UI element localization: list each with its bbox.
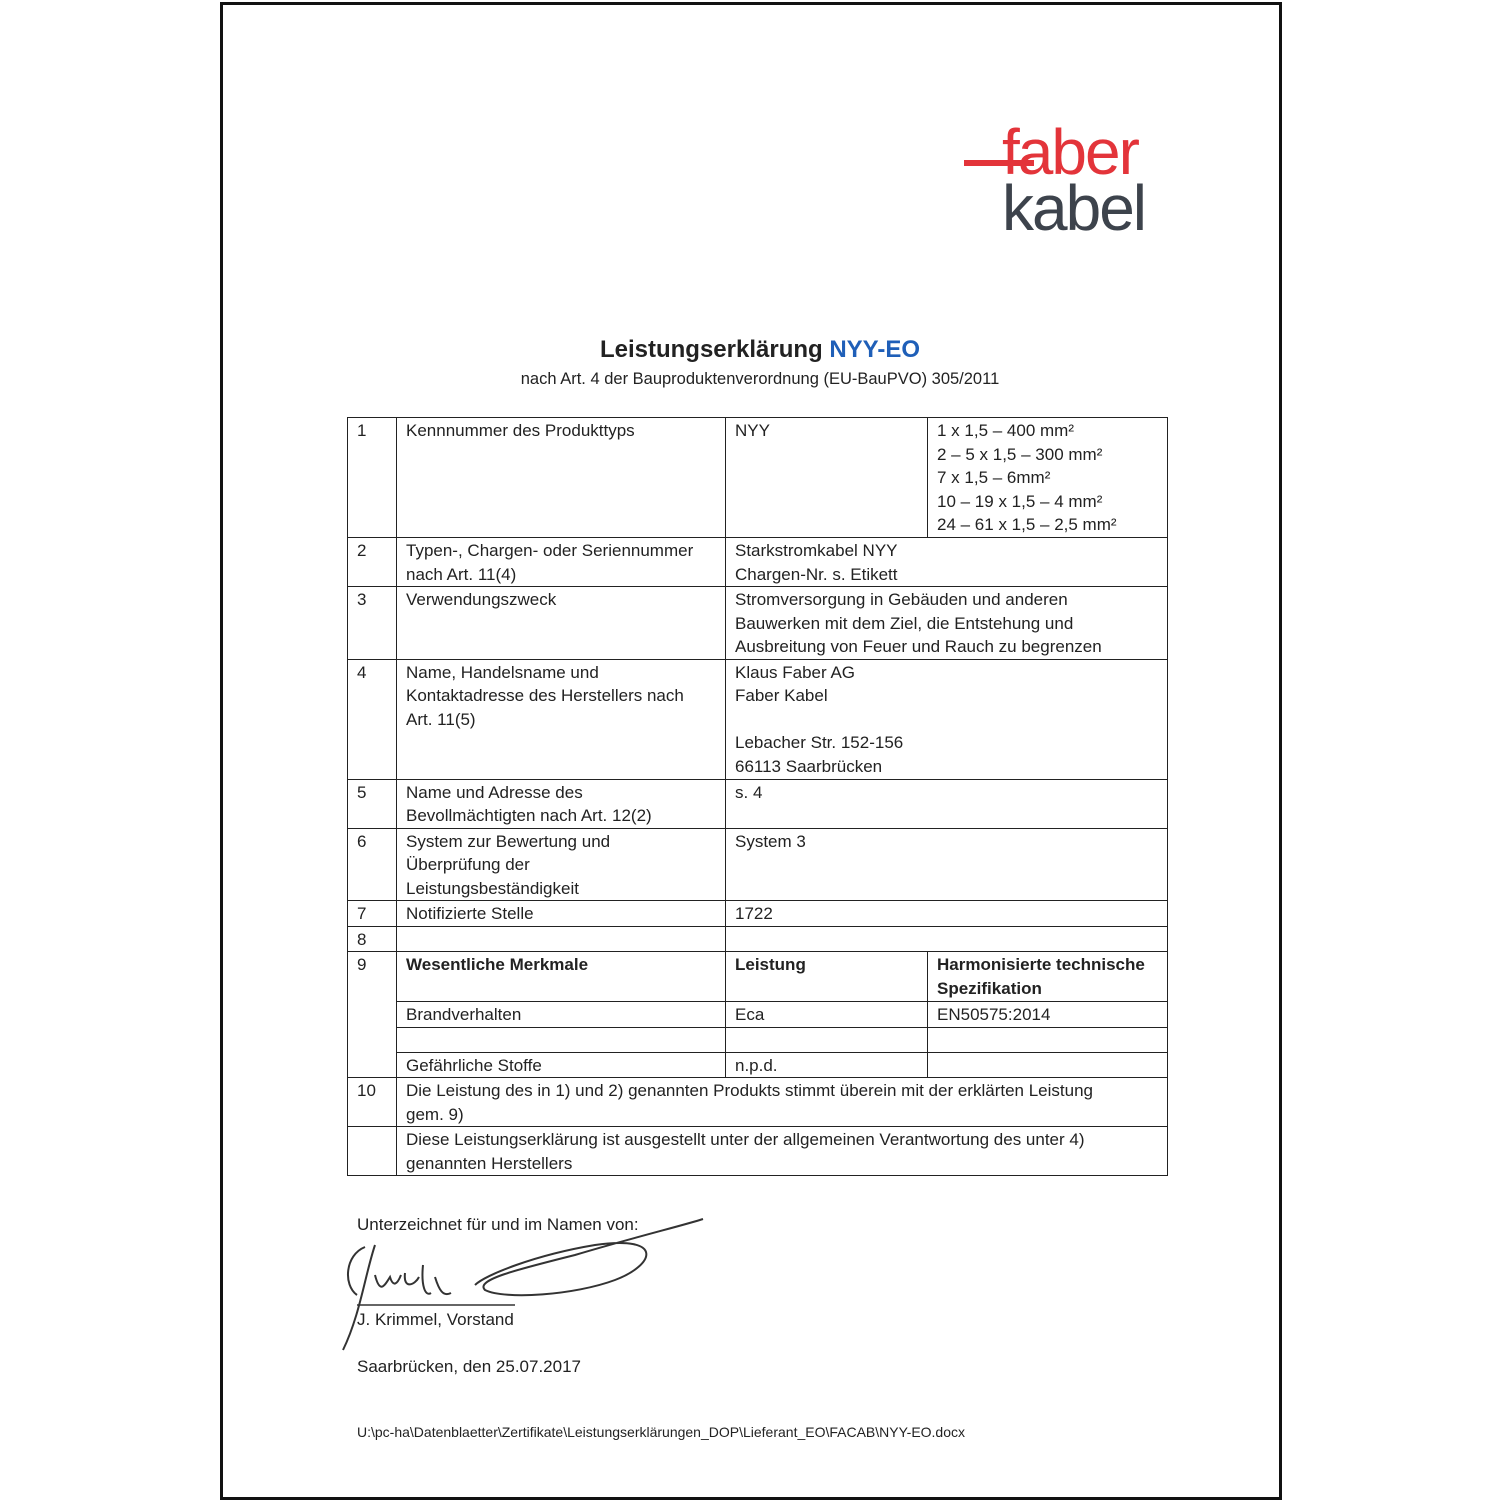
table-row [348, 538, 1168, 587]
row-number: 9 [348, 952, 397, 1078]
row-value: s. 4 [726, 779, 1168, 828]
logo-faber: faber [1002, 116, 1138, 188]
value-line: Chargen-Nr. s. Etikett [735, 564, 898, 584]
row-number: 7 [348, 901, 397, 927]
table-row [348, 779, 1168, 828]
row-value [726, 538, 1168, 587]
feature-cell: Gefährliche Stoffe [397, 1052, 726, 1078]
performance-cell: n.p.d. [726, 1052, 928, 1078]
row-number: 3 [348, 587, 397, 660]
text-line: gem. 9) [406, 1104, 464, 1124]
page-title [0, 336, 1500, 364]
table-row [348, 926, 1168, 952]
performance-cell [726, 1027, 928, 1052]
spec-cell: EN50575:2014 [928, 1002, 1168, 1028]
spec-cell [928, 1052, 1168, 1078]
size-item: 7 x 1,5 – 6mm² [937, 468, 1051, 487]
row-text [397, 1078, 1168, 1127]
row-value: NYY [726, 418, 928, 538]
label-line: Typen-, Chargen- oder Seriennummer [406, 541, 694, 560]
size-list [928, 418, 1168, 538]
column-header-performance: Leistung [726, 952, 928, 1002]
value-line: Lebacher Str. 152-156 [735, 733, 904, 752]
product-name: NYY-EO [829, 336, 921, 363]
table-row [348, 587, 1168, 660]
row-label [397, 828, 726, 901]
row-label [397, 779, 726, 828]
performance-cell: Eca [726, 1002, 928, 1028]
row-label: Verwendungszweck [397, 587, 726, 660]
handwritten-signature [335, 1215, 715, 1355]
row-number: 8 [348, 926, 397, 952]
text-line: genannten Herstellers [406, 1153, 573, 1173]
label-line: nach Art. 11(4) [406, 564, 517, 584]
value-line: Stromversorgung in Gebäuden und anderen [735, 590, 1068, 609]
value-line: Starkstromkabel NYY [735, 541, 898, 560]
header-line: Spezifikation [937, 978, 1042, 998]
table-row [348, 952, 1168, 1002]
column-header-feature: Wesentliche Merkmale [397, 952, 726, 1002]
value-line: Klaus Faber AG [735, 662, 856, 682]
header-line: Harmonisierte technische [937, 955, 1145, 974]
size-item: 2 – 5 x 1,5 – 300 mm² [937, 444, 1103, 464]
table-row [348, 659, 1168, 779]
label-line: Bevollmächtigten nach Art. 12(2) [406, 806, 652, 825]
size-item: 24 – 61 x 1,5 – 2,5 mm² [937, 515, 1117, 534]
label-line: Art. 11(5) [406, 709, 476, 729]
signatory-name: J. Krimmel, Vorstand [357, 1310, 514, 1329]
row-value: System 3 [726, 828, 1168, 901]
feature-cell: Brandverhalten [397, 1002, 726, 1028]
table-row [348, 1052, 1168, 1078]
table-row [348, 1078, 1168, 1127]
value-line: Ausbreitung von Feuer und Rauch zu begrenzen [735, 637, 1102, 656]
table-row [348, 901, 1168, 927]
feature-cell [397, 1027, 726, 1052]
row-label [397, 659, 726, 779]
table-row [348, 418, 1168, 538]
row-value [726, 926, 1168, 952]
row-number: 2 [348, 538, 397, 587]
row-label: Kennnummer des Produkttyps [397, 418, 726, 538]
row-number: 10 [348, 1078, 397, 1127]
text-line: Die Leistung des in 1) und 2) genannten Produkts stimmt überein mit der erklärten Leistung [406, 1081, 1093, 1100]
row-value: 1722 [726, 901, 1168, 927]
row-label: Notifizierte Stelle [397, 901, 726, 927]
table-row [348, 1002, 1168, 1028]
value-line: Bauwerken mit dem Ziel, die Entstehung und [735, 613, 1074, 633]
label-line: Kontaktadresse des Herstellers nach [406, 686, 684, 705]
row-number: 4 [348, 659, 397, 779]
value-line: 66113 Saarbrücken [735, 756, 883, 776]
row-number: 6 [348, 828, 397, 901]
row-number [348, 1127, 397, 1176]
size-item: 10 – 19 x 1,5 – 4 mm² [937, 491, 1103, 511]
faber-kabel-logo [962, 116, 1172, 248]
place-date: Saarbrücken, den 25.07.2017 [357, 1357, 582, 1376]
label-line: Leistungsbeständigkeit [406, 878, 579, 898]
title-text: Leistungserklärung [599, 336, 823, 363]
table-row [348, 1127, 1168, 1176]
column-header-spec [928, 952, 1168, 1002]
table-row [348, 1027, 1168, 1052]
label-line: System zur Bewertung und [406, 831, 611, 851]
label-line: Überprüfung der [406, 855, 530, 874]
row-text [397, 1127, 1168, 1176]
file-path: U:\pc-ha\Datenblaetter\Zertifikate\Leistungserklärungen_DOP\Lieferant_EO\FACAB\NYY-EO.docx [357, 1424, 966, 1440]
spec-cell [928, 1027, 1168, 1052]
table-row [348, 828, 1168, 901]
label-line: Name, Handelsname und [406, 662, 599, 682]
value-line: Faber Kabel [735, 686, 828, 705]
signature-intro: Unterzeichnet für und im Namen von: [357, 1215, 639, 1234]
declaration-table [347, 417, 1168, 1176]
row-label [397, 926, 726, 952]
row-value [726, 587, 1168, 660]
row-number: 1 [348, 418, 397, 538]
label-line: Name und Adresse des [406, 782, 583, 802]
row-number: 5 [348, 779, 397, 828]
row-label [397, 538, 726, 587]
subtitle: nach Art. 4 der Bauproduktenverordnung (EU-BauPVO) 305/2011 [520, 370, 1000, 388]
row-value [726, 659, 1168, 779]
logo-kabel: kabel [1002, 172, 1145, 244]
text-line: Diese Leistungserklärung ist ausgestellt unter der allgemeinen Verantwortung des unter 4) [406, 1130, 1085, 1149]
size-item: 1 x 1,5 – 400 mm² [937, 421, 1075, 440]
